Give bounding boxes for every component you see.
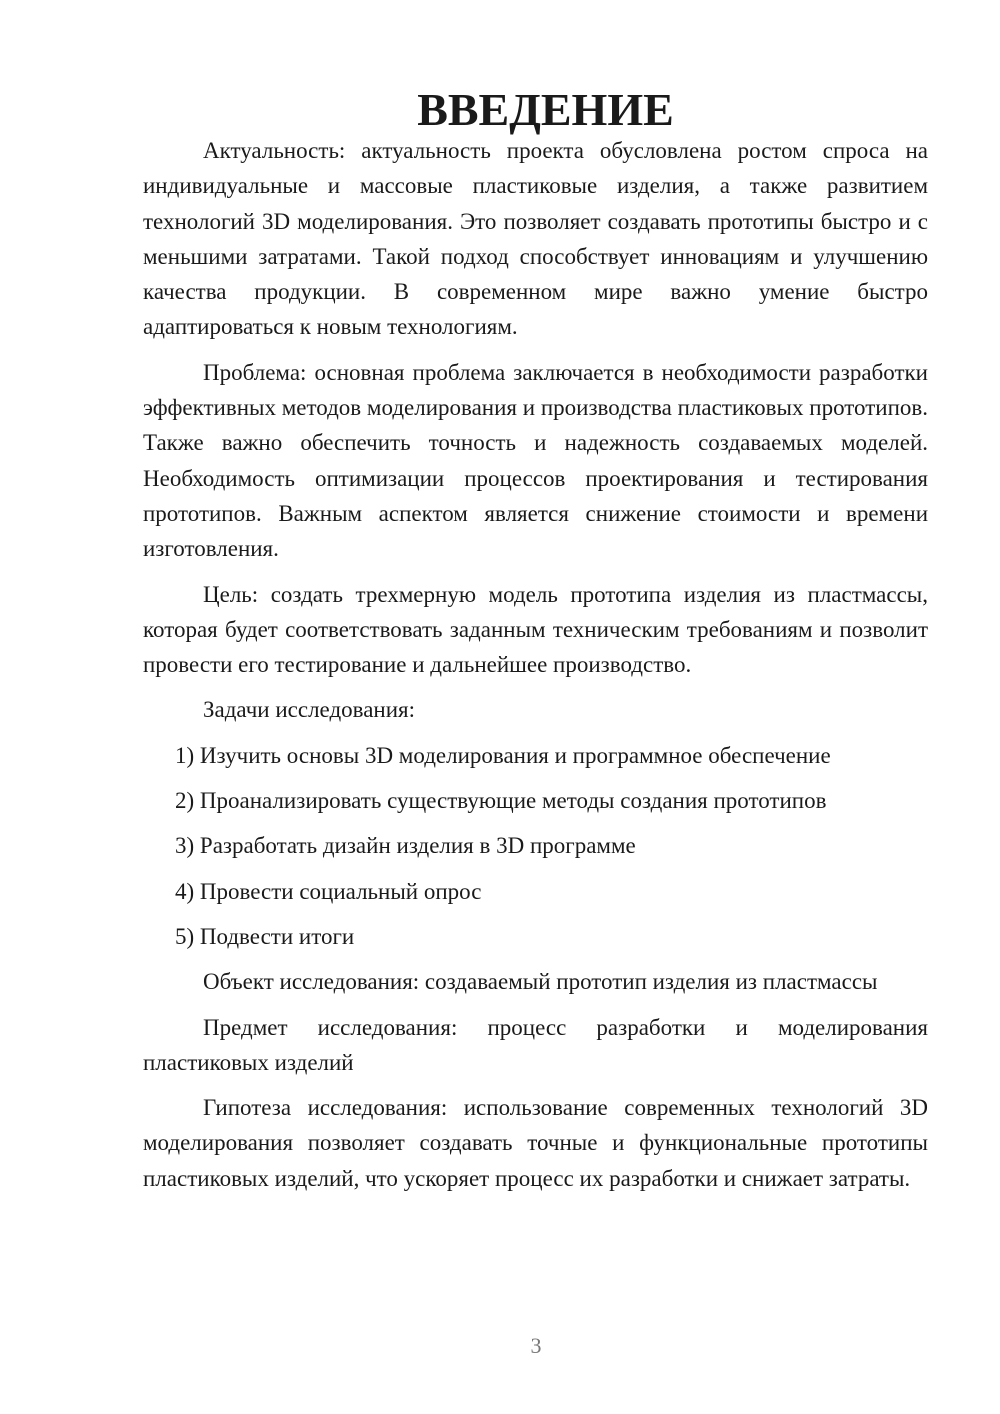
paragraph-hypothesis: Гипотеза исследования: использование современных технологий 3D моделирования позволяет создавать точные и функциональные прототипы пластиковых изделий, что ускоряет процесс их разработки и снижает затраты. bbox=[143, 1095, 928, 1191]
paragraph-relevance: Актуальность: актуальность проекта обусловлена ростом спроса на индивидуальные и массовые пластиковые изделия, а также развитием технологий 3D моделирования. Это позволяет создавать прототипы быстро и с меньшими затратами. Такой подход способствует инновациям и улучшению качества продукции. В современном мире важно умение быстро адаптироваться к новым технологиям. bbox=[143, 138, 928, 340]
page-content bbox=[143, 84, 928, 1206]
task-item-5: 5) Подвести итоги bbox=[175, 923, 355, 949]
task-list bbox=[143, 738, 928, 954]
paragraph-goal: Цель: создать трехмерную модель прототипа изделия из пластмассы, которая будет соответствовать заданным техническим требованиям и позволит провести его тестирование и дальнейшее производство. bbox=[143, 581, 928, 678]
page-title: ВВЕДЕНИЕ bbox=[417, 84, 674, 135]
paragraph-object: Объект исследования: создаваемый прототип изделия из пластмассы bbox=[203, 969, 878, 995]
page-number: 3 bbox=[530, 1333, 542, 1358]
tasks-heading: Задачи исследования: bbox=[203, 697, 416, 723]
paragraph-subject: Предмет исследования: процесс разработки и моделирования пластиковых изделий bbox=[143, 1014, 928, 1075]
paragraph-problem: Проблема: основная проблема заключается в необходимости разработки эффективных методов моделирования и производства пластиковых прототипов. Также важно обеспечить точность и надежность создаваемых моделей. Необходимость оптимизации процессов проектирования и тестирования прототипов. Важным аспектом является снижение стоимости и времени изготовления. bbox=[143, 359, 928, 562]
task-item-1: 1) Изучить основы 3D моделирования и программное обеспечение bbox=[175, 742, 831, 768]
task-item-2: 2) Проанализировать существующие методы создания прототипов bbox=[175, 788, 827, 814]
task-item-4: 4) Провести социальный опрос bbox=[175, 878, 482, 904]
task-item-3: 3) Разработать дизайн изделия в 3D программе bbox=[175, 833, 636, 859]
